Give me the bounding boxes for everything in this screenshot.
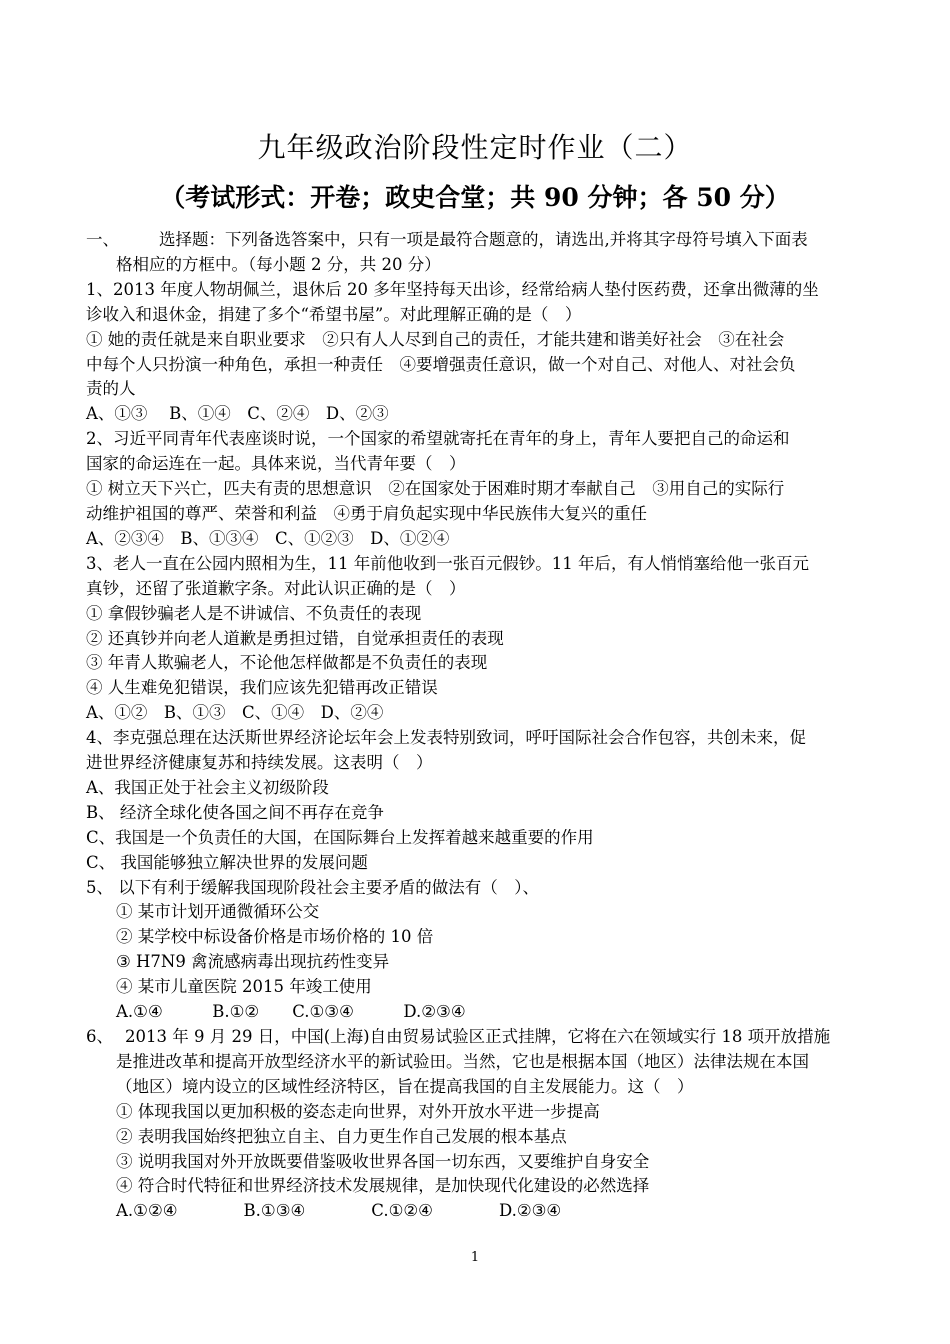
q3-option-4: ④ 人生难免犯错误，我们应该先犯错再改正错误 bbox=[86, 678, 438, 698]
q1-stem-2: 诊收入和退休金，捐建了多个“希望书屋”。对此理解正确的是（ ） bbox=[86, 304, 582, 324]
q2-stem-1: 2、习近平同青年代表座谈时说，一个国家的希望就寄托在青年的身上，青年人要把自己的命运和 bbox=[86, 429, 790, 449]
q2-stem-2: 国家的命运连在一起。具体来说，当代青年要（ ） bbox=[86, 454, 466, 474]
q5-option-4: ④ 某市儿童医院 2015 年竣工使用 bbox=[116, 977, 372, 997]
q3-stem-1: 3、老人一直在公园内照相为生，11 年前他收到一张百元假钞。11 年后，有人悄悄塞给他一张百元 bbox=[86, 553, 809, 573]
page-subtitle: （考试形式：开卷；政史合堂；共 90 分钟；各 50 分） bbox=[160, 183, 790, 212]
q2-options-1: ① 树立天下兴亡，匹夫有责的思想意识 ②在国家处于困难时期才奉献自己 ③用自己的实际行 bbox=[86, 479, 785, 499]
q6-option-1: ① 体现我国以更加积极的姿态走向世界，对外开放水平进一步提高 bbox=[116, 1101, 600, 1121]
q2-options-2: 动维护祖国的尊严、荣誉和利益 ④勇于肩负起实现中华民族伟大复兴的重任 bbox=[86, 503, 647, 523]
q1-options-2: 中每个人只扮演一种角色，承担一种责任 ④要增强责任意识，做一个对自己、对他人、对社会负 bbox=[86, 354, 796, 374]
q3-choices: A、①② B、①③ C、①④ D、②④ bbox=[86, 703, 384, 723]
q3-option-2: ② 还真钞并向老人道歉是勇担过错，自觉承担责任的表现 bbox=[86, 628, 504, 648]
q2-choices: A、②③④ B、①③④ C、①②③ D、①②④ bbox=[86, 528, 450, 548]
q6-number: 6、 bbox=[86, 1027, 113, 1046]
q6-option-3: ③ 说明我国对外开放既要借鉴吸收世界各国一切东西，又要维护自身安全 bbox=[116, 1151, 650, 1171]
q1-options-1: ① 她的责任就是来自职业要求 ②只有人人尽到自己的责任，才能共建和谐美好社会 ③在社会 bbox=[86, 329, 785, 349]
q6-option-2: ② 表明我国始终把独立自主、自力更生作自己发展的根本基点 bbox=[116, 1126, 567, 1146]
q3-option-1: ① 拿假钞骗老人是不讲诚信、不负责任的表现 bbox=[86, 603, 422, 623]
q5-stem: 5、 以下有利于缓解我国现阶段社会主要矛盾的做法有（ ）、 bbox=[86, 877, 539, 897]
q3-option-3: ③ 年青人欺骗老人，不论他怎样做都是不负责任的表现 bbox=[86, 653, 488, 673]
q1-stem-1: 1、2013 年度人物胡佩兰，退休后 20 多年坚持每天出诊，经常给病人垫付医药费，还拿出微薄的坐 bbox=[86, 279, 819, 299]
section-instruction-cont: 格相应的方框中。（每小题 2 分，共 20 分） bbox=[116, 254, 441, 274]
section-heading bbox=[86, 228, 894, 253]
q4-stem-1: 4、李克强总理在达沃斯世界经济论坛年会上发表特别致词，呼吁国际社会合作包容，共创未来，促 bbox=[86, 728, 806, 748]
page-title: 九年级政治阶段性定时作业（二） bbox=[257, 131, 693, 164]
section-instruction: 选择题：下列备选答案中，只有一项是最符合题意的，请选出,并将其字母符号填入下面表 bbox=[159, 230, 808, 249]
q5-option-2: ② 某学校中标设备价格是市场价格的 10 倍 bbox=[116, 927, 434, 947]
q6-stem-2: 是推进改革和提高开放型经济水平的新试验田。当然，它也是根据本国（地区）法律法规在本国 bbox=[116, 1051, 809, 1071]
page-number: 1 bbox=[470, 1250, 480, 1265]
q5-choices: A.①④ B.①② C.①③④ D.②③④ bbox=[116, 1002, 466, 1022]
q4-option-d: C、 我国能够独立解决世界的发展问题 bbox=[86, 852, 368, 872]
q6-stem-3: （地区）境内设立的区域性经济特区，旨在提高我国的自主发展能力。这（ ） bbox=[116, 1076, 694, 1096]
q5-option-3: ③ H7N9 禽流感病毒出现抗药性变异 bbox=[116, 952, 390, 972]
q1-choices: A、①③ B、①④ C、②④ D、②③ bbox=[86, 404, 389, 424]
q6-choices: A.①②④ B.①③④ C.①②④ D.②③④ bbox=[116, 1201, 562, 1221]
exam-content bbox=[86, 228, 894, 1224]
q4-stem-2: 进世界经济健康复苏和持续发展。这表明（ ） bbox=[86, 753, 433, 773]
q3-stem-2: 真钞，还留了张道歉字条。对此认识正确的是（ ） bbox=[86, 578, 466, 598]
section-number: 一、 bbox=[86, 230, 119, 249]
q6-option-4: ④ 符合时代特征和世界经济技术发展规律，是加快现代化建设的必然选择 bbox=[116, 1176, 650, 1196]
q4-option-c: C、我国是一个负责任的大国，在国际舞台上发挥着越来越重要的作用 bbox=[86, 827, 594, 847]
q4-option-a: A、我国正处于社会主义初级阶段 bbox=[86, 777, 329, 797]
q4-option-b: B、 经济全球化使各国之间不再存在竞争 bbox=[86, 802, 384, 822]
q6-stem-1 bbox=[86, 1025, 894, 1050]
q1-options-3: 责的人 bbox=[86, 379, 136, 399]
q5-option-1: ① 某市计划开通微循环公交 bbox=[116, 902, 320, 922]
q6-stem-text: 2013 年 9 月 29 日，中国(上海)自由贸易试验区正式挂牌，它将在六在领域实行 18 项开放措施 bbox=[125, 1027, 831, 1046]
